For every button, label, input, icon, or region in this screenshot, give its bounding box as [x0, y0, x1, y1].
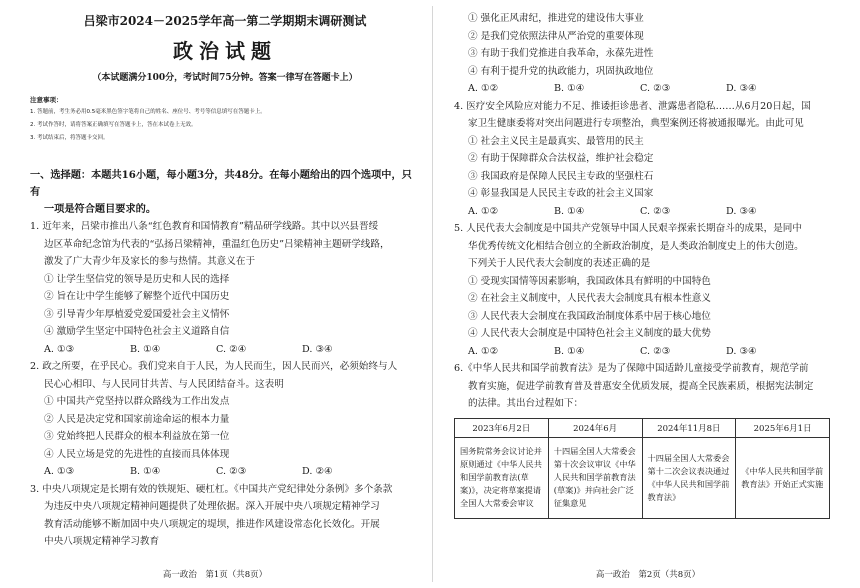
statement-option: ① 让学生坚信党的领导是历史和人民的选择 — [44, 273, 230, 285]
statement-option: ④ 激励学生坚定中国特色社会主义道路自信 — [44, 326, 230, 337]
question-stem: 中央八项规定精神学习教育 — [44, 536, 160, 547]
statement-option: ③ 党始终把人民群众的根本利益放在第一位 — [44, 431, 230, 442]
question-2 — [30, 358, 420, 481]
question-stem: 6.《中华人民共和国学前教育法》是为了保障中国适龄儿童接受学前教育，规范学前 — [454, 363, 809, 374]
exam-note: （本试题满分100分，考试时间75分钟。答案一律写在答题卡上） — [92, 73, 358, 83]
answer-choice: D. ③④ — [726, 345, 757, 357]
page-2 — [436, 0, 860, 588]
question-stem: 教育实施，促进学前教育普及普惠安全优质发展，提高全民族素质，根据宪法制定 — [468, 380, 814, 392]
statement-option: ③ 我国政府是保障人民民主专政的坚强柱石 — [468, 170, 654, 182]
question-3 — [30, 481, 420, 551]
section-heading: 一、选择题：本题共16小题，每小题3分，共48分。在每小题给出的四个选项中，只有 — [30, 169, 412, 198]
question-stem: 3. 中央八项规定是长期有效的铁规矩、硬杠杠。《中国共产党纪律处分条例》多个条款 — [30, 483, 393, 495]
answer-choice: D. ②④ — [302, 466, 333, 477]
page-footer: 高一政治 第1页（共8页） — [162, 570, 268, 580]
question-stem: 下列关于人民代表大会制度的表述正确的是 — [468, 258, 651, 269]
answer-choices — [454, 80, 840, 98]
answer-choices — [454, 203, 840, 221]
question-stem: 家卫生健康委将对突出问题进行专项整治，典型案例还将被通报曝光。由此可见 — [468, 118, 804, 129]
statement-option: ② 人民是决定党和国家前途命运的根本力量 — [44, 413, 230, 425]
answer-choice: D. ③④ — [726, 83, 757, 94]
statement-option: ③ 人民代表大会制度在我国政治制度体系中居于核心地位 — [468, 310, 711, 322]
answer-choice: B. ①④ — [554, 345, 585, 357]
question-stem: 教育活动能够不断加固中央八项规定的堤坝，推进作风建设常态化长效化。开展 — [44, 518, 380, 530]
answer-choice: C. ②③ — [216, 466, 247, 477]
notice-item: 3. 考试结束后，将答题卡交回。 — [30, 135, 109, 141]
statement-option: ② 在社会主义制度中，人民代表大会制度具有根本性意义 — [468, 293, 711, 304]
question-5 — [454, 220, 840, 360]
table-header-cell: 2025年6月1日 — [736, 418, 830, 437]
table-header-cell: 2024年6月 — [548, 418, 642, 437]
answer-choice: C. ②③ — [640, 345, 671, 357]
statement-option: ④ 人民立场是党的先进性的直接而具体体现 — [44, 448, 230, 460]
question-stem: 4. 医疗安全风险应对能力不足、推诿拒诊患者、泄露患者隐私……从6月20日起，国 — [454, 100, 811, 112]
notice-heading: 注意事项： — [30, 96, 63, 104]
question-stem: 1. 近年来，吕梁市推出八条“红色教育和国情教育”精品研学线路。其中以兴县晋绥 — [30, 221, 379, 232]
statement-option: ③ 引导青少年厚植爱党爱国爱社会主义情怀 — [44, 308, 230, 320]
table-cell: 十四届全国人大常委会第十二次会议表决通过《中华人民共和国学前教育法》 — [642, 437, 736, 518]
question-6 — [454, 360, 840, 519]
answer-choice: C. ②③ — [640, 205, 671, 217]
notice-list — [30, 106, 420, 145]
question-stem: 为违反中央八项规定精神问题提供了处理依据。深入开展中央八项规定精神学习 — [44, 501, 380, 512]
exam-title: 吕梁市2024－2025学年高一第二学期期末调研测试 — [83, 14, 367, 28]
question-stem: 的法律。其出台过程如下： — [468, 398, 584, 409]
answer-choice: B. ①④ — [130, 343, 161, 355]
section-heading-cont: 一项是符合题目要求的。 — [44, 203, 157, 215]
statement-option: ④ 人民代表大会制度是中国特色社会主义制度的最大优势 — [468, 328, 711, 339]
statement-option: ① 中国共产党坚持以群众路线为工作出发点 — [44, 396, 230, 407]
statement-option: ① 强化正风肃纪，推进党的建设伟大事业 — [468, 13, 644, 24]
subject-title: 政治试题 — [173, 39, 277, 63]
table-header-cell: 2024年11月8日 — [642, 418, 736, 437]
answer-choice: C. ②④ — [216, 343, 247, 355]
notice-item: 1. 答题前，考生务必用0.5毫米黑色签字笔将自己的姓名、座位号、考号等信息填写在答题卡上。 — [30, 109, 266, 115]
answer-choice: A. ①② — [468, 345, 499, 357]
statement-option: ④ 彰显我国是人民民主专政的社会主义国家 — [468, 188, 654, 199]
answer-choice: B. ①④ — [554, 205, 585, 217]
statement-option: ② 旨在让中学生能够了解整个近代中国历史 — [44, 291, 230, 302]
statement-option: ④ 有利于提升党的执政能力，巩固执政地位 — [468, 65, 654, 77]
answer-choices — [30, 463, 420, 481]
answer-choice: D. ③④ — [726, 205, 757, 217]
timeline-table — [454, 418, 830, 519]
statement-option: ① 受现实国情等因素影响，我国政体具有鲜明的中国特色 — [468, 275, 711, 287]
answer-choice: A. ①③ — [44, 466, 75, 477]
table-row — [455, 437, 830, 518]
table-header-row — [455, 418, 830, 437]
question-3-continued — [454, 10, 840, 98]
answer-choice: D. ③④ — [302, 343, 333, 355]
answer-choices — [30, 341, 420, 359]
question-stem: 边区革命纪念馆为代表的“弘扬吕梁精神，重温红色历史”吕梁精神主题研学线路， — [44, 238, 390, 250]
page-footer: 高一政治 第2页（共8页） — [595, 570, 701, 580]
notice-item: 2. 考试作答时，请将答案正确填写在答题卡上，答在本试卷上无效。 — [30, 122, 197, 128]
answer-choice: A. ①② — [468, 205, 499, 217]
question-stem: 华优秀传统文化相结合创立的全新政治制度，是人类政治制度史上的伟大创造。 — [468, 240, 804, 252]
statement-option: ① 社会主义民主是最真实、最管用的民主 — [468, 135, 644, 147]
answer-choice: B. ①④ — [554, 83, 585, 94]
statement-option: ③ 有助于我们党推进自我革命，永葆先进性 — [468, 48, 654, 59]
table-cell: 国务院常务会议讨论并原则通过《中华人民共和国学前教育法(草案)》，决定将草案提请全国人大常委会审议 — [455, 437, 549, 518]
question-stem: 激发了广大青少年及家长的参与热情。其意义在于 — [44, 256, 256, 267]
table-cell: 《中华人民共和国学前教育法》开始正式实施 — [736, 437, 830, 518]
page-divider — [432, 6, 433, 582]
question-stem: 民心心相印、与人民同甘共苦、与人民团结奋斗。这表明 — [44, 378, 284, 390]
table-cell: 十四届全国人大常委会第十次会议审议《中华人民共和国学前教育法(草案)》并向社会广泛征集意见 — [548, 437, 642, 518]
answer-choices — [454, 343, 840, 361]
answer-choice: B. ①④ — [130, 466, 161, 477]
statement-option: ② 是我们党依照法律从严治党的重要体现 — [468, 30, 644, 42]
answer-choice: A. ①③ — [44, 343, 75, 355]
table-header-cell: 2023年6月2日 — [455, 418, 549, 437]
question-stem: 5. 人民代表大会制度是中国共产党领导中国人民艰辛探索长期奋斗的成果，是同中 — [454, 223, 802, 234]
statement-option: ② 有助于保障群众合法权益，维护社会稳定 — [468, 153, 654, 164]
answer-choice: C. ②③ — [640, 83, 671, 94]
question-4 — [454, 98, 840, 221]
question-stem: 2. 政之所要，在乎民心。我们党来自于人民，为人民而生，因人民而兴，必须始终与人 — [30, 361, 398, 372]
answer-choice: A. ①② — [468, 83, 499, 94]
question-1 — [30, 218, 420, 358]
